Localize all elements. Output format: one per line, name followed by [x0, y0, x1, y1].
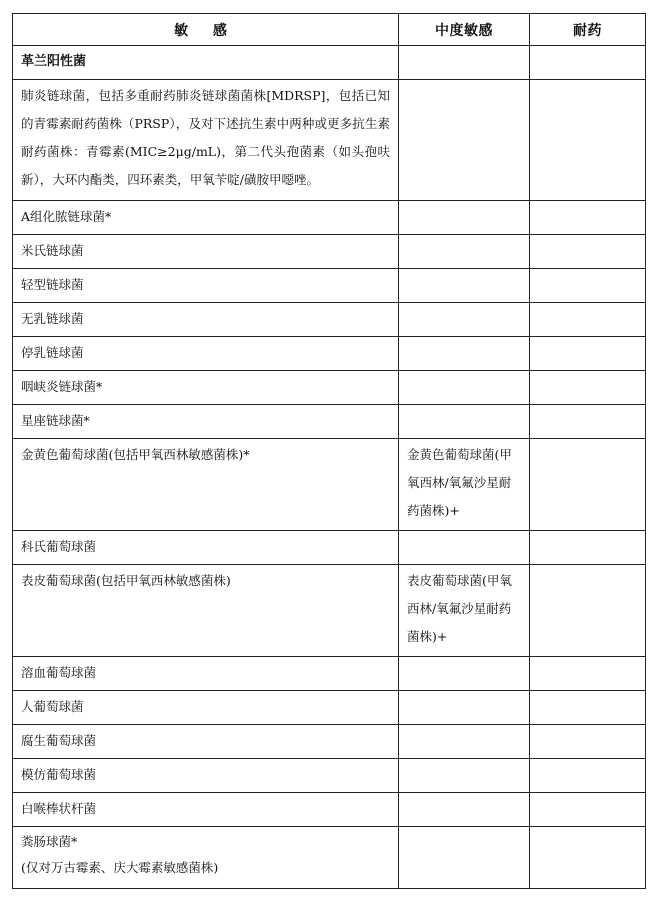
resistant-cell [530, 657, 646, 691]
sensitive-cell [13, 565, 399, 657]
resistant-cell [530, 565, 646, 657]
sensitive-cell [13, 405, 399, 439]
sensitive-cell [13, 439, 399, 531]
intermediate-cell [399, 657, 530, 691]
intermediate-cell [399, 725, 530, 759]
organism-name: 轻型链球菌 [21, 277, 84, 292]
intermediate-cell [399, 269, 530, 303]
intermediate-organism: 金黄色葡萄球菌(甲氧西林/氧氟沙星耐药菌株)+ [407, 447, 512, 518]
resistant-cell [530, 303, 646, 337]
intermediate-cell [399, 531, 530, 565]
resistant-cell [530, 405, 646, 439]
organism-name: 无乳链球菌 [21, 311, 84, 326]
sensitive-cell [13, 827, 399, 889]
section-label: 革兰阳性菌 [21, 54, 87, 69]
table-row [13, 827, 646, 889]
organism-name: 米氏链球菌 [21, 243, 84, 258]
intermediate-cell [399, 405, 530, 439]
resistant-cell [530, 439, 646, 531]
header-sensitive: 敏 感 [13, 14, 399, 46]
intermediate-organism: 表皮葡萄球菌(甲氧西林/氧氟沙星耐药菌株)+ [407, 573, 512, 644]
table-row [13, 371, 646, 405]
table-row [13, 405, 646, 439]
organism-note: (仅对万古霉素、庆大霉素敏感菌株) [21, 860, 219, 875]
table-row [13, 201, 646, 235]
sensitive-cell [13, 531, 399, 565]
sensitive-cell [13, 303, 399, 337]
organism-name: 人葡萄球菌 [21, 699, 84, 714]
sensitive-cell [13, 337, 399, 371]
organism-name: 粪肠球菌* [21, 834, 78, 849]
resistant-cell [530, 827, 646, 889]
organism-name: 停乳链球菌 [21, 345, 84, 360]
intermediate-cell [399, 80, 530, 201]
table-row [13, 565, 646, 657]
intermediate-cell [399, 439, 530, 531]
intermediate-cell [399, 565, 530, 657]
table-row [13, 531, 646, 565]
resistant-cell [530, 725, 646, 759]
intermediate-cell [399, 759, 530, 793]
intermediate-cell [399, 235, 530, 269]
resistant-cell [530, 691, 646, 725]
intermediate-cell [399, 827, 530, 889]
table-row [13, 235, 646, 269]
resistant-cell [530, 80, 646, 201]
susceptibility-table [12, 13, 646, 889]
table-row [13, 691, 646, 725]
sensitive-cell [13, 46, 399, 80]
intermediate-cell [399, 337, 530, 371]
sensitive-cell [13, 657, 399, 691]
table-row [13, 80, 646, 201]
organism-name: 金黄色葡萄球菌(包括甲氧西林敏感菌株)* [21, 447, 250, 462]
sensitive-cell [13, 201, 399, 235]
table-row [13, 337, 646, 371]
organism-name: 溶血葡萄球菌 [21, 665, 97, 680]
resistant-cell [530, 46, 646, 80]
resistant-cell [530, 371, 646, 405]
organism-name: 模仿葡萄球菌 [21, 767, 97, 782]
organism-name: 星座链球菌* [21, 413, 90, 428]
resistant-cell [530, 337, 646, 371]
sensitive-cell [13, 759, 399, 793]
header-row [13, 14, 646, 46]
table-row [13, 793, 646, 827]
organism-name: 表皮葡萄球菌(包括甲氧西林敏感菌株) [21, 573, 231, 588]
header-intermediate: 中度敏感 [399, 14, 530, 46]
header-resistant: 耐药 [530, 14, 646, 46]
resistant-cell [530, 269, 646, 303]
intermediate-cell [399, 303, 530, 337]
sensitive-cell [13, 80, 399, 201]
resistant-cell [530, 793, 646, 827]
resistant-cell [530, 235, 646, 269]
organism-name: 白喉棒状杆菌 [21, 801, 97, 816]
table-row [13, 269, 646, 303]
sensitive-cell [13, 371, 399, 405]
table-row [13, 657, 646, 691]
resistant-cell [530, 759, 646, 793]
sensitive-cell [13, 793, 399, 827]
table-row [13, 725, 646, 759]
table-row [13, 46, 646, 80]
organism-name: 腐生葡萄球菌 [21, 733, 97, 748]
sensitive-cell [13, 691, 399, 725]
table-row [13, 759, 646, 793]
table-row [13, 439, 646, 531]
resistant-cell [530, 201, 646, 235]
organism-description: 肺炎链球菌，包括多重耐药肺炎链球菌菌株[MDRSP]，包括已知的青霉素耐药菌株（PRSP），及对下述抗生素中两种或更多抗生素耐药菌株：青霉素(MIC≥2μg/mL)，第二代头孢菌素（如头孢呋新），大环内酯类，四环素类，甲氧苄啶/磺胺甲噁唑。 [21, 88, 390, 187]
sensitive-cell [13, 235, 399, 269]
table-row [13, 303, 646, 337]
organism-name: A组化脓链球菌* [21, 209, 112, 224]
sensitive-cell [13, 725, 399, 759]
resistant-cell [530, 531, 646, 565]
intermediate-cell [399, 691, 530, 725]
intermediate-cell [399, 201, 530, 235]
intermediate-cell [399, 46, 530, 80]
organism-name: 咽峡炎链球菌* [21, 379, 103, 394]
intermediate-cell [399, 793, 530, 827]
organism-name: 科氏葡萄球菌 [21, 539, 97, 554]
sensitive-cell [13, 269, 399, 303]
intermediate-cell [399, 371, 530, 405]
